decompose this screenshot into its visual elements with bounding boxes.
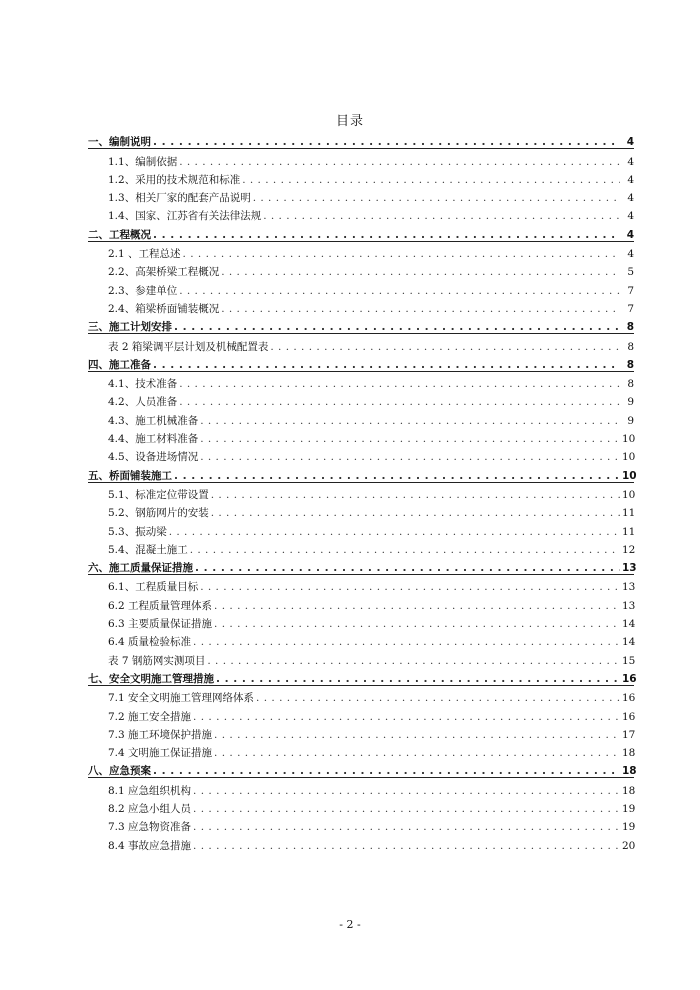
- toc-page-number: 10: [622, 469, 637, 482]
- toc-dot-leader: [193, 636, 620, 648]
- toc-dot-leader: [190, 544, 620, 556]
- toc-dot-leader: [193, 711, 620, 723]
- toc-entry-title: 四、施工准备: [88, 358, 151, 371]
- toc-entry-title: 5.4、混凝土施工: [108, 543, 188, 556]
- toc-page-number: 10: [622, 433, 636, 446]
- toc-entry-title: 7.3 应急物资准备: [108, 821, 192, 834]
- toc-dot-leader: [153, 765, 620, 777]
- toc-dot-leader: [200, 451, 620, 463]
- toc-page-number: 17: [622, 728, 636, 741]
- toc-page-number: 9: [627, 396, 634, 409]
- toc-dot-leader: [153, 136, 620, 148]
- toc-dot-leader: [195, 562, 620, 574]
- toc-entry-title: 六、施工质量保证措施: [88, 562, 193, 575]
- toc-dot-leader: [179, 285, 620, 297]
- toc-dot-leader: [200, 581, 620, 593]
- toc-dot-leader: [179, 396, 620, 408]
- toc-section-entry[interactable]: [88, 519, 634, 537]
- toc-dot-leader: [270, 341, 620, 353]
- toc-dot-leader: [263, 210, 620, 222]
- toc-dot-leader: [153, 359, 620, 371]
- toc-entry-title: 6.4 质量检验标准: [108, 636, 192, 649]
- toc-dot-leader: [207, 655, 620, 667]
- toc-section-entry[interactable]: [88, 483, 634, 501]
- toc-section-entry[interactable]: [88, 372, 634, 390]
- toc-page-number: 8: [626, 321, 634, 334]
- toc-page-number: 5: [627, 266, 634, 279]
- toc-section-entry[interactable]: [88, 686, 634, 704]
- toc-dot-leader: [214, 747, 620, 759]
- toc-entry-title: 4.2、人员准备: [108, 396, 178, 409]
- toc-entry-title: 八、应急预案: [88, 765, 151, 778]
- toc-entry-title: 7.3 施工环境保护措施: [108, 728, 213, 741]
- toc-entry-title: 6.3 主要质量保证措施: [108, 618, 213, 631]
- toc-entry-title: 2.1 、工程总述: [108, 248, 181, 261]
- toc-page-number: 19: [622, 821, 636, 834]
- toc-section-entry[interactable]: [88, 149, 634, 167]
- toc-section-entry[interactable]: [88, 575, 634, 593]
- toc-dot-leader: [221, 266, 620, 278]
- toc-section-entry[interactable]: [88, 648, 634, 666]
- toc-entry-title: 1.4、国家、江苏省有关法律法规: [108, 210, 262, 223]
- toc-section-entry[interactable]: [88, 390, 634, 408]
- toc-section-entry[interactable]: [88, 593, 634, 611]
- toc-dot-leader: [174, 321, 620, 333]
- toc-entry-title: 三、施工计划安排: [88, 321, 172, 334]
- toc-dot-leader: [193, 840, 620, 852]
- toc-page-number: 11: [622, 525, 636, 538]
- toc-section-entry[interactable]: [88, 704, 634, 722]
- toc-entry-title: 表 2 箱梁调平层计划及机械配置表: [108, 340, 269, 353]
- toc-dot-leader: [174, 470, 620, 482]
- toc-page-number: 14: [622, 636, 636, 649]
- toc-entry-title: 5.2、钢筋网片的安装: [108, 507, 209, 520]
- toc-dot-leader: [169, 526, 620, 538]
- toc-page-number: 4: [627, 248, 634, 261]
- toc-page-number: 9: [627, 414, 634, 427]
- toc-page-number: 16: [622, 692, 636, 705]
- toc-page-number: 4: [627, 155, 634, 168]
- toc-page-number: 15: [622, 654, 636, 667]
- toc-section-entry[interactable]: [88, 815, 634, 833]
- toc-dot-leader: [193, 821, 620, 833]
- toc-section-entry[interactable]: [88, 260, 634, 278]
- toc-page-number: 16: [622, 672, 637, 685]
- toc-chapter-entry[interactable]: [88, 667, 637, 686]
- toc-entry-title: 五、桥面铺装施工: [88, 469, 172, 482]
- toc-page-number: 13: [622, 562, 637, 575]
- toc-entry-title: 5.3、振动梁: [108, 525, 167, 538]
- toc-entry-title: 二、工程概况: [88, 228, 151, 241]
- toc-section-entry[interactable]: [88, 741, 634, 759]
- toc-page-number: 8: [626, 358, 634, 371]
- toc-page-number: 12: [622, 543, 636, 556]
- toc-page-number: 13: [622, 581, 636, 594]
- toc-entry-title: 4.4、施工材料准备: [108, 433, 199, 446]
- toc-section-entry[interactable]: [88, 204, 634, 222]
- toc-page-number: 7: [627, 284, 634, 297]
- page-number: - 2 -: [339, 918, 361, 931]
- toc-entry-title: 4.3、施工机械准备: [108, 414, 199, 427]
- toc-entry-title: 8.1 应急组织机构: [108, 784, 192, 797]
- toc-chapter-entry[interactable]: [88, 759, 637, 778]
- toc-dot-leader: [221, 303, 620, 315]
- toc-entry-title: 6.2 工程质量管理体系: [108, 599, 213, 612]
- toc-dot-leader: [214, 600, 620, 612]
- toc-entry-title: 7.2 施工安全措施: [108, 710, 192, 723]
- toc-chapter-entry[interactable]: [88, 315, 634, 334]
- toc-entry-title: 4.5、设备进场情况: [108, 451, 199, 464]
- toc-entry-title: 2.3、参建单位: [108, 284, 178, 297]
- toc-page-number: 7: [627, 302, 634, 315]
- toc-dot-leader: [211, 489, 620, 501]
- toc-entry-title: 1.3、相关厂家的配套产品说明: [108, 192, 251, 205]
- toc-page-number: 4: [627, 192, 634, 205]
- toc-page-number: 18: [622, 784, 636, 797]
- toc-dot-leader: [256, 692, 620, 704]
- toc-section-entry[interactable]: [88, 630, 634, 648]
- toc-dot-leader: [193, 803, 620, 815]
- toc-entry-title: 6.1、工程质量目标: [108, 581, 199, 594]
- toc-dot-leader: [200, 433, 620, 445]
- toc-page-number: 10: [622, 488, 636, 501]
- toc-chapter-entry[interactable]: [88, 130, 634, 149]
- toc-entry-title: 4.1、技术准备: [108, 378, 178, 391]
- toc-section-entry[interactable]: [88, 427, 634, 445]
- toc-dot-leader: [216, 673, 620, 685]
- page-title: 目录: [335, 114, 364, 129]
- toc-section-entry[interactable]: [88, 168, 634, 186]
- toc-section-entry[interactable]: [88, 833, 634, 851]
- toc-entry-title: 2.2、高架桥梁工程概况: [108, 266, 220, 279]
- toc-entry-title: 5.1、标准定位带设置: [108, 488, 209, 501]
- toc-entry-title: 2.4、箱梁桥面铺装概况: [108, 302, 220, 315]
- toc-chapter-entry[interactable]: [88, 353, 634, 372]
- toc-dot-leader: [153, 229, 620, 241]
- toc-section-entry[interactable]: [88, 612, 634, 630]
- toc-chapter-entry[interactable]: [88, 222, 634, 241]
- toc-dot-leader: [179, 156, 620, 168]
- toc-section-entry[interactable]: [88, 297, 634, 315]
- toc-dot-leader: [200, 415, 620, 427]
- toc-dot-leader: [211, 507, 620, 519]
- toc-entry-title: 1.1、编制依据: [108, 155, 178, 168]
- toc-page-number: 4: [626, 228, 634, 241]
- toc-dot-leader: [193, 785, 620, 797]
- toc-page-number: 4: [627, 210, 634, 223]
- toc-page-number: 8: [627, 340, 634, 353]
- toc-chapter-entry[interactable]: [88, 463, 637, 482]
- toc-dot-leader: [253, 192, 620, 204]
- toc-page-number: 18: [622, 747, 636, 760]
- toc-page-number: 19: [622, 802, 636, 815]
- toc-entry-title: 7.4 文明施工保证措施: [108, 747, 213, 760]
- toc-entry-title: 表 7 钢筋网实测项目: [108, 654, 206, 667]
- toc-page-number: 14: [622, 618, 636, 631]
- toc-page-number: 10: [622, 451, 636, 464]
- toc-page-number: 13: [622, 599, 636, 612]
- toc-section-entry[interactable]: [88, 538, 634, 556]
- toc-dot-leader: [183, 248, 620, 260]
- toc-section-entry[interactable]: [88, 501, 634, 519]
- toc-page-number: 16: [622, 710, 636, 723]
- toc-entry-title: 8.2 应急小组人员: [108, 802, 192, 815]
- toc-section-entry[interactable]: [88, 334, 634, 352]
- toc-entry-title: 8.4 事故应急措施: [108, 839, 192, 852]
- table-of-contents: [88, 130, 637, 852]
- toc-entry-title: 一、编制说明: [88, 136, 151, 149]
- toc-dot-leader: [242, 174, 620, 186]
- toc-page-number: 8: [627, 378, 634, 391]
- toc-chapter-entry[interactable]: [88, 556, 637, 575]
- toc-entry-title: 1.2、采用的技术规范和标准: [108, 173, 241, 186]
- toc-entry-title: 7.1 安全文明施工管理网络体系: [108, 692, 255, 705]
- toc-page-number: 18: [622, 765, 637, 778]
- toc-section-entry[interactable]: [88, 723, 634, 741]
- toc-section-entry[interactable]: [88, 186, 634, 204]
- toc-page-number: 20: [622, 839, 636, 852]
- toc-section-entry[interactable]: [88, 797, 634, 815]
- toc-dot-leader: [214, 618, 620, 630]
- toc-section-entry[interactable]: [88, 278, 634, 296]
- toc-page-number: 11: [622, 507, 636, 520]
- toc-entry-title: 七、安全文明施工管理措施: [88, 672, 214, 685]
- toc-page-number: 4: [627, 173, 634, 186]
- toc-dot-leader: [179, 378, 620, 390]
- toc-dot-leader: [214, 729, 620, 741]
- toc-section-entry[interactable]: [88, 408, 634, 426]
- toc-section-entry[interactable]: [88, 445, 634, 463]
- toc-section-entry[interactable]: [88, 778, 634, 796]
- toc-page-number: 4: [626, 136, 634, 149]
- toc-section-entry[interactable]: [88, 242, 634, 260]
